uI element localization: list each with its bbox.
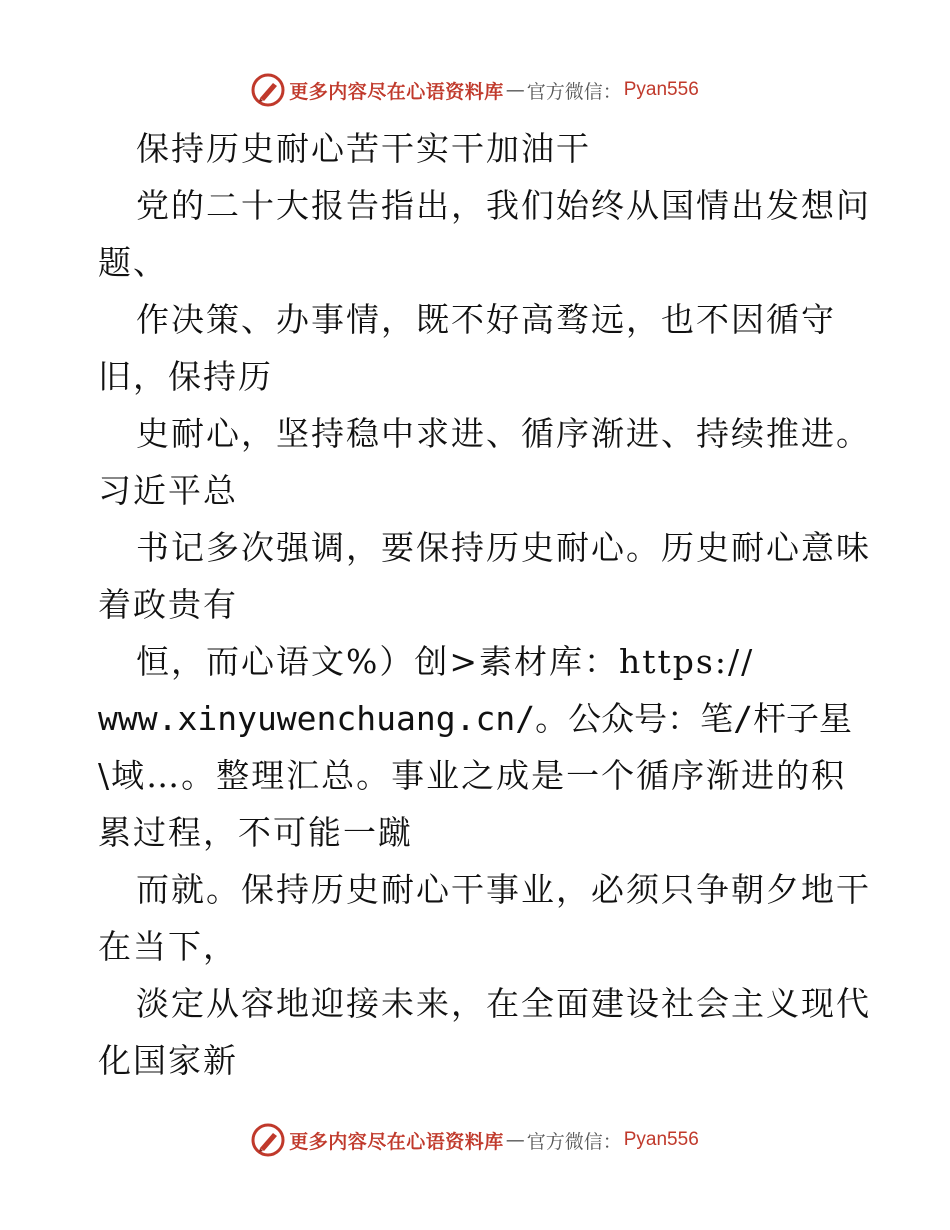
text-line: 而就。保持历史耐心干事业，必须只争朝夕地干 [136, 870, 871, 909]
text-line: 淡定从容地迎接未来，在全面建设社会主义现代 [136, 984, 871, 1023]
banner-dash: — [505, 79, 525, 101]
text-line: 累过程，不可能一蹴 [98, 813, 413, 852]
document-title: 保持历史耐心苦干实干加油干 [136, 129, 591, 168]
document-body [98, 120, 871, 1089]
banner-slogan: 更多内容尽在心语资料库 [289, 1130, 504, 1153]
text-line: 书记多次强调，要保持历史耐心。历史耐心意味 [136, 528, 871, 567]
text-line-url: www.xinyuwenchuang.cn/。公众号：笔/杆子星 [98, 699, 852, 738]
text-line: \域…。整理汇总。事业之成是一个循序渐进的积 [98, 756, 847, 795]
banner-account: Pyan556 [623, 79, 699, 100]
banner-dash: — [505, 1129, 525, 1151]
text-line: 习近平总 [98, 471, 238, 510]
text-line: 旧，保持历 [98, 357, 273, 396]
text-line: 在当下， [98, 927, 238, 966]
text-line: 作决策、办事情，既不好高骛远，也不因循守 [136, 300, 836, 339]
text-line: 题、 [98, 243, 168, 282]
pen-logo-icon [251, 73, 285, 107]
text-line: 党的二十大报告指出，我们始终从国情出发想问 [136, 186, 871, 225]
banner-account: Pyan556 [623, 1129, 699, 1150]
text-line: 化国家新 [98, 1041, 238, 1080]
banner-official-label: 官方微信： [526, 80, 622, 103]
header-banner [0, 70, 950, 110]
text-line: 着政贵有 [98, 585, 238, 624]
text-line: 史耐心，坚持稳中求进、循序渐进、持续推进。 [136, 414, 871, 453]
banner-slogan: 更多内容尽在心语资料库 [289, 80, 504, 103]
text-line: 恒，而心语文%）创>素材库：https:// [136, 642, 755, 681]
banner-official-label: 官方微信： [526, 1130, 622, 1153]
footer-banner [0, 1120, 950, 1160]
pen-logo-icon [251, 1123, 285, 1157]
